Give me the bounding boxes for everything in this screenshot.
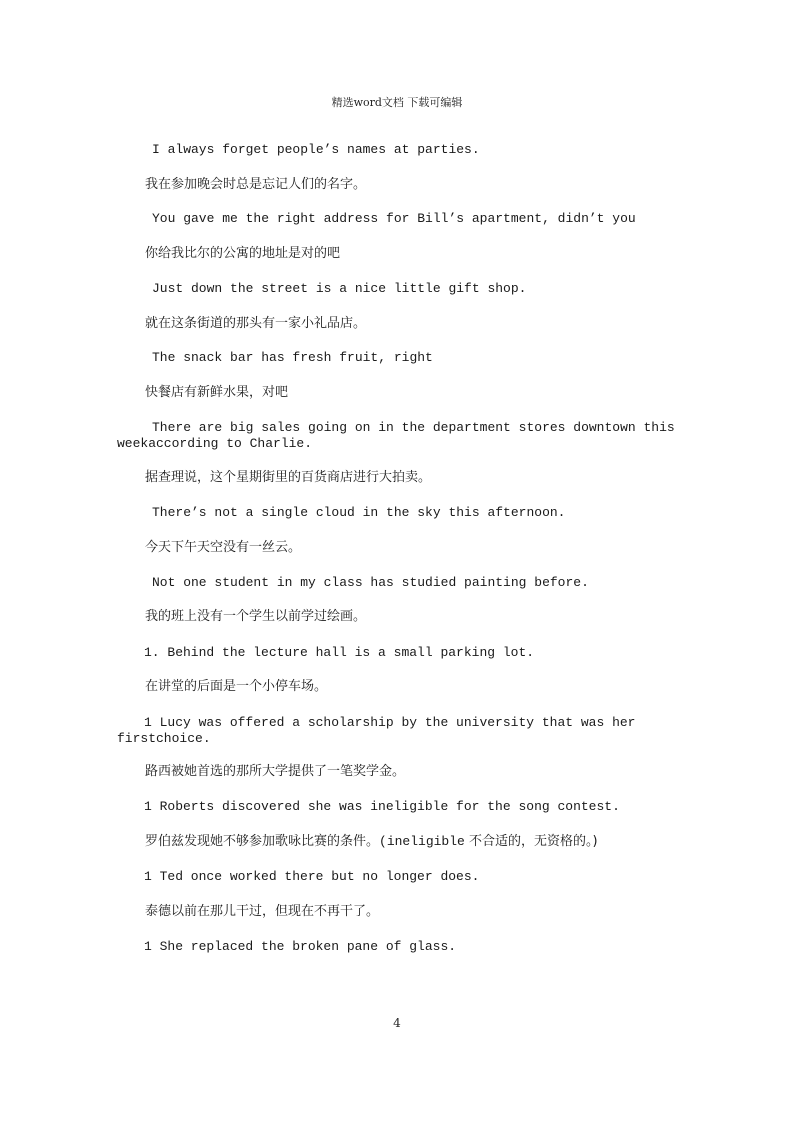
english-sentence-1: I always forget people’s names at parties.	[152, 142, 480, 157]
page-header: 精选word文档 下载可编辑	[331, 96, 463, 109]
english-sentence-8: 1. Behind the lecture hall is a small parking lot.	[144, 645, 535, 660]
english-sentence-5: There are big sales going on in the department stores downtown this weekaccording to Charlie.	[117, 420, 683, 451]
chinese-translation-3: 就在这条街道的那头有一家小礼品店。	[145, 316, 367, 331]
chinese-translation-6: 今天下午天空没有一丝云。	[145, 540, 302, 555]
english-sentence-12: 1 She replaced the broken pane of glass.	[144, 939, 457, 954]
english-sentence-6: There’s not a single cloud in the sky this afternoon.	[152, 505, 566, 520]
chinese-translation-11: 泰德以前在那儿干过，但现在不再干了。	[145, 904, 380, 919]
chinese-translation-10-main: 罗伯兹发现她不够参加歌咏比赛的条件。	[145, 834, 380, 849]
chinese-translation-8: 在讲堂的后面是一个小停车场。	[145, 679, 328, 694]
chinese-translation-10	[145, 834, 705, 850]
english-sentence-9: 1 Lucy was offered a scholarship by the university that was her firstchoice.	[117, 715, 644, 746]
english-sentence-11: 1 Ted once worked there but no longer does.	[144, 869, 480, 884]
chinese-translation-4: 快餐店有新鲜水果，对吧	[145, 385, 289, 400]
chinese-translation-7: 我的班上没有一个学生以前学过绘画。	[145, 609, 367, 624]
english-sentence-10: 1 Roberts discovered she was ineligible for the song contest.	[144, 799, 620, 814]
english-sentence-2: You gave me the right address for Bill’s apartment, didn’t you	[152, 211, 636, 226]
page-number: 4	[393, 1016, 401, 1030]
chinese-translation-10-note-rest: 不合适的，无资格的。)	[464, 834, 598, 849]
chinese-translation-10-note-word: (ineligible	[379, 834, 465, 849]
english-sentence-4: The snack bar has fresh fruit, right	[152, 350, 433, 365]
chinese-translation-5: 据查理说，这个星期街里的百货商店进行大拍卖。	[145, 470, 432, 485]
english-sentence-3: Just down the street is a nice little gift shop.	[152, 281, 527, 296]
english-sentence-7: Not one student in my class has studied painting before.	[152, 575, 589, 590]
chinese-translation-2: 你给我比尔的公寓的地址是对的吧	[145, 246, 341, 261]
chinese-translation-9: 路西被她首选的那所大学提供了一笔奖学金。	[145, 764, 406, 779]
chinese-translation-1: 我在参加晚会时总是忘记人们的名字。	[145, 177, 367, 192]
